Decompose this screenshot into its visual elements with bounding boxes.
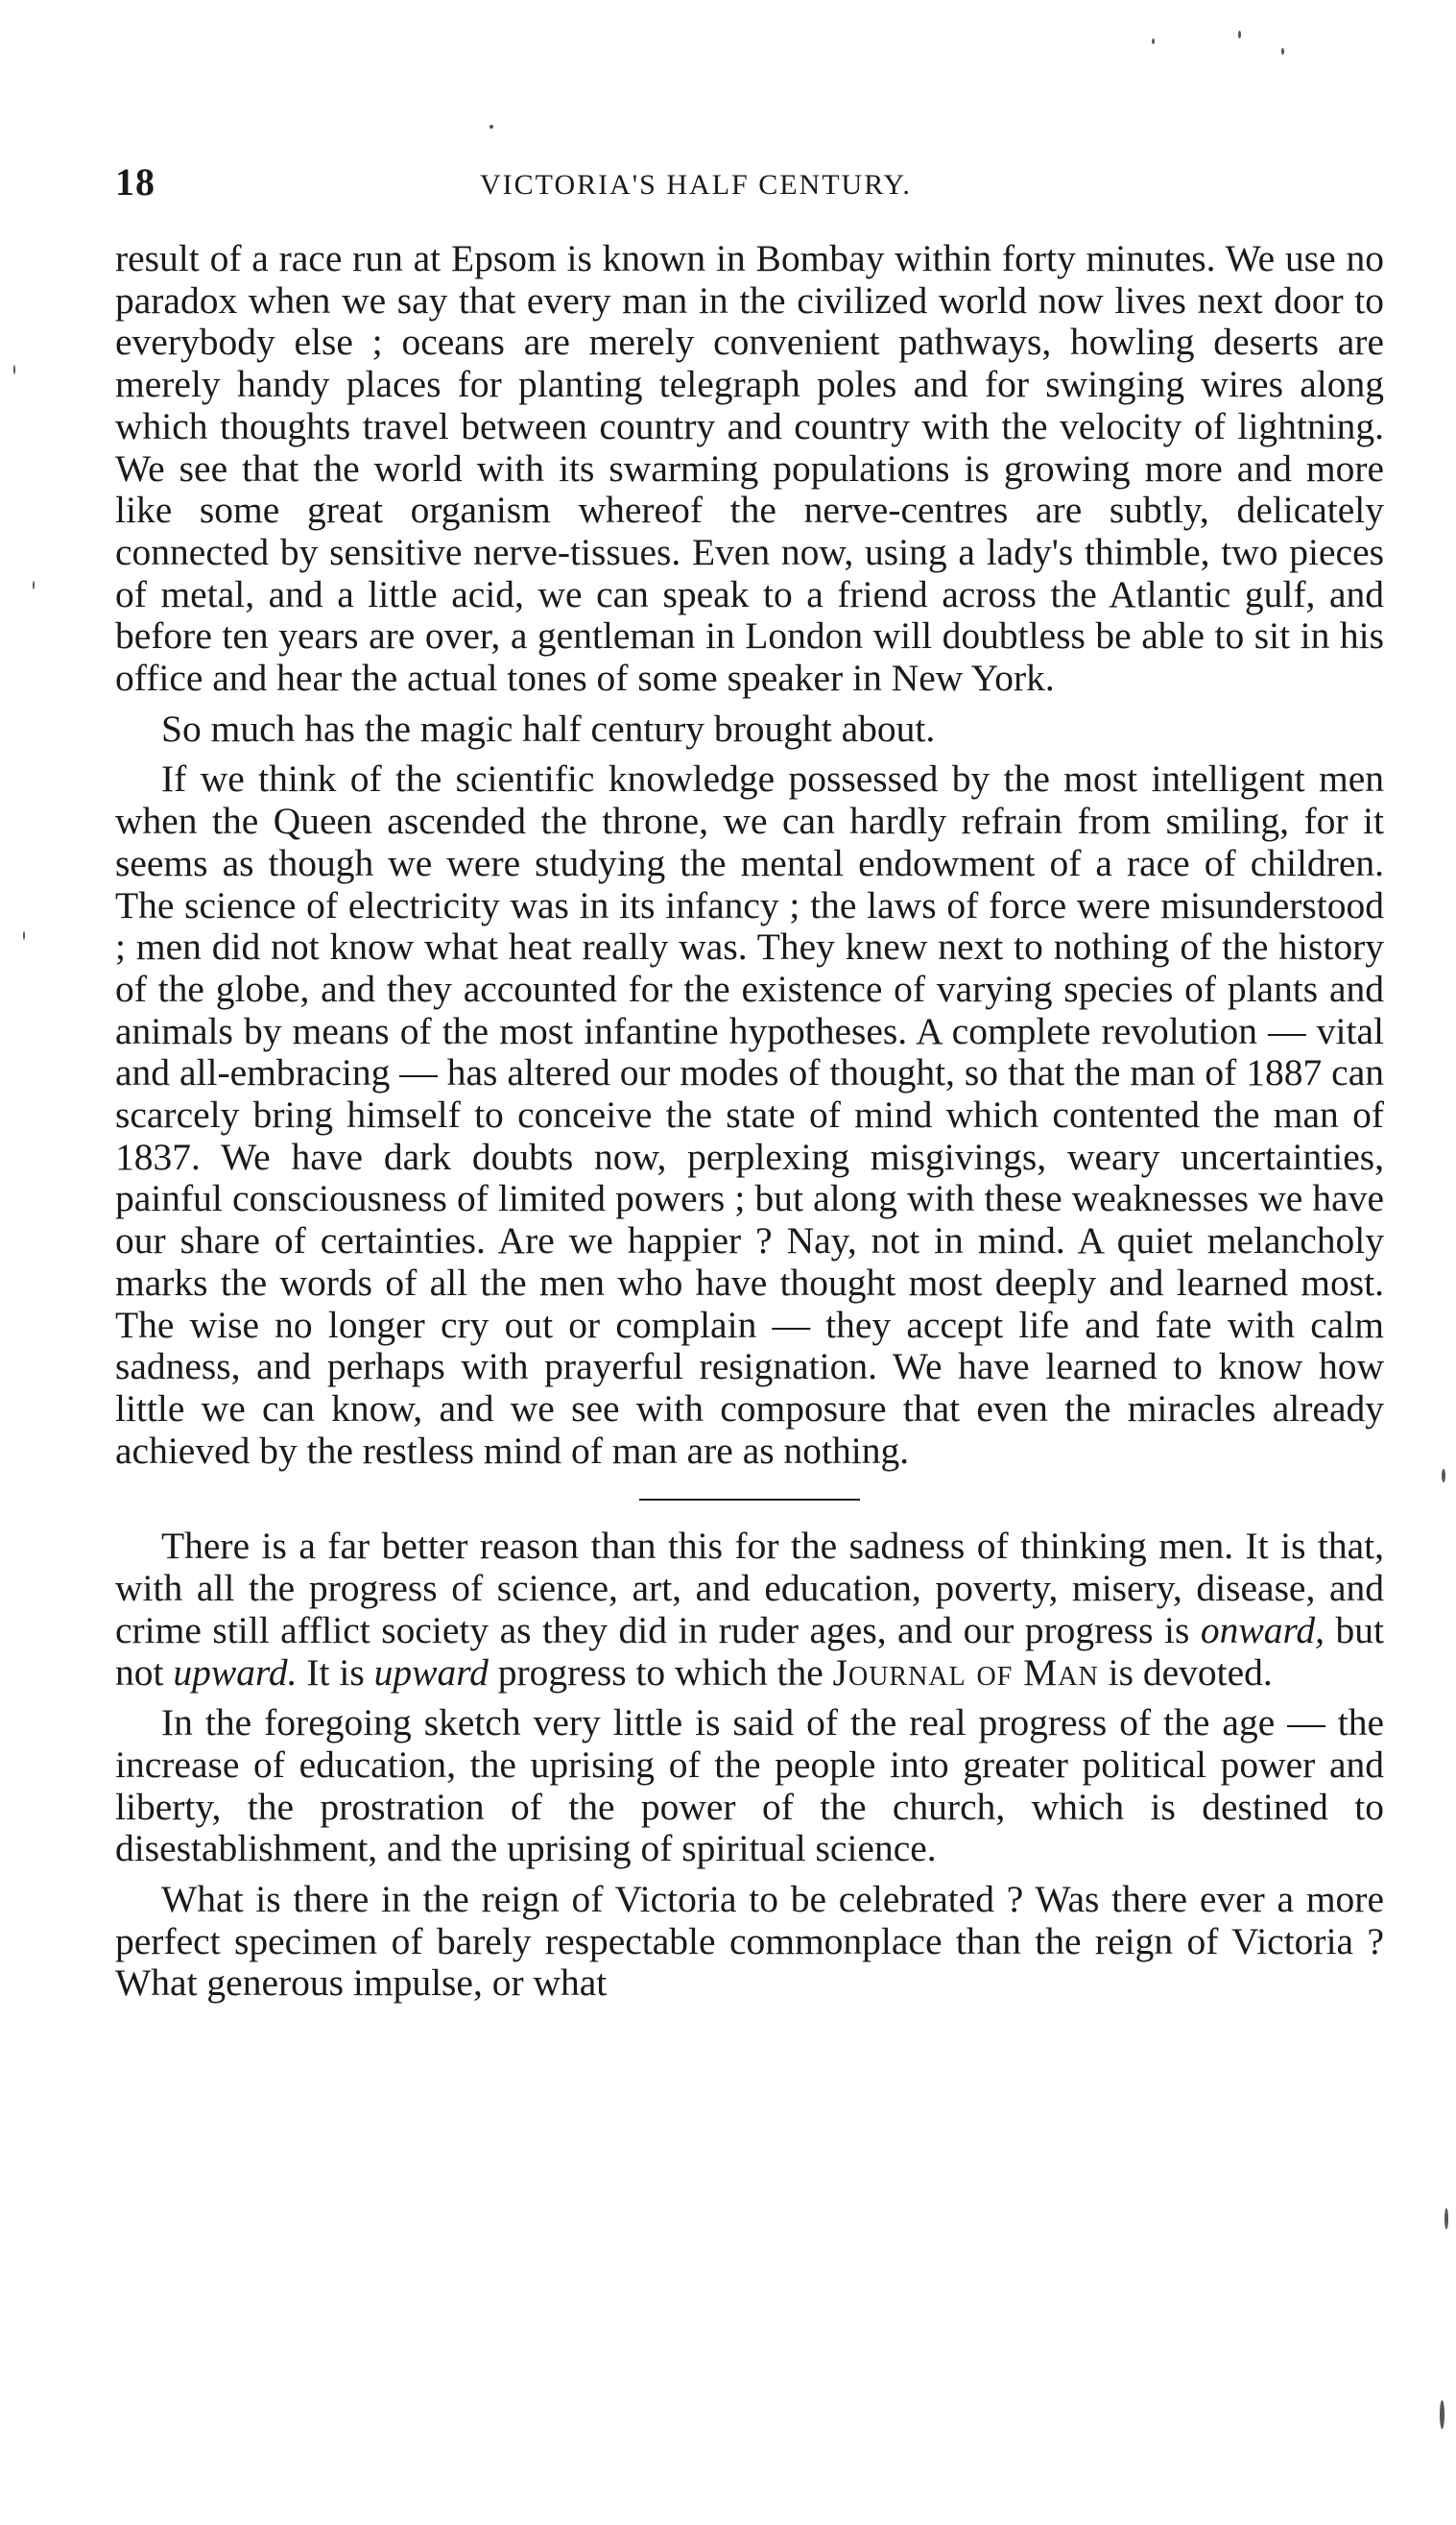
scan-speck: [23, 931, 25, 940]
scan-speck: [1440, 2400, 1444, 2429]
paragraph-6: What is there in the reign of Victoria to be celebrated ? Was there ever a more perfect specimen of barely respectable commonplace than the reign of Victoria ? What generous impulse, or what: [115, 1878, 1384, 2005]
scan-speck: [33, 581, 35, 589]
paragraph-5: In the foregoing sketch very little is said of the real progress of the age — the increase of education, the uprising of the people into greater political power and liberty, the prostration of the power of the church, which is destined to disestablishment, and the uprising of spiritual science.: [115, 1701, 1384, 1870]
paragraph-4-text-c: It is: [297, 1650, 374, 1694]
section-divider: [639, 1499, 860, 1501]
scan-speck: [1281, 48, 1284, 55]
emphasis-upward-2: upward: [373, 1650, 489, 1694]
paragraph-4-text-d: progress to which the: [488, 1650, 833, 1694]
paragraph-4-text-e: is devoted.: [1098, 1650, 1273, 1694]
paragraph-1: result of a race run at Epsom is known in Bombay within forty minutes. We use no paradox when we say that every man in the civilized world now lives next door to everybody else ; oceans are merely convenient pathways, howling deserts are merely handy places for planting telegraph poles and for swinging wires along which thoughts travel between country and country with the velocity of lightning. We see that the world with its swarming populations is growing more and more like some great organism whereof the nerve-centres are subtly, delicately connected by sensitive nerve-tissues. Even now, using a lady's thimble, two pieces of metal, and a little acid, we can speak to a friend across the Atlantic gulf, and before ten years are over, a gentleman in London will doubtless be able to sit in his office and hear the actual tones of some speaker in New York.: [115, 237, 1384, 700]
scan-speck: [1238, 31, 1241, 38]
paragraph-4: [115, 1526, 1384, 1694]
journal-title: Journal of Man: [832, 1650, 1099, 1694]
running-head: [115, 159, 1382, 207]
paragraph-3: If we think of the scientific knowledge possessed by the most intelligent men when the Queen ascended the throne, we can hardly refrain from smiling, for it seems as though we were studying the mental endowment of a race of children. The science of electricity was in its infancy ; the laws of force were misunderstood ; men did not know what heat really was. They knew next to nothing of the history of the globe, and they accounted for the existence of varying species of plants and animals by means of the most infantine hypotheses. A complete revolution — vital and all-embracing — has altered our modes of thought, so that the man of 1887 can scarcely bring himself to conceive the state of mind which contented the man of 1837. We have dark doubts now, perplexing misgivings, weary uncertainties, painful consciousness of limited powers ; but along with these weaknesses we have our share of certainties. Are we happier ? Nay, not in mind. A quiet melancholy marks the words of all the men who have thought most deeply and learned most. The wise no longer cry out or complain — they accept life and fate with calm sadness, and perhaps with prayerful resignation. We have learned to know how little we can know, and we see with composure that even the miracles already achieved by the restless mind of man are as nothing.: [115, 758, 1384, 1472]
paragraph-4-text-a: There is a far better reason than this for the sadness of thinking men. It is that, with all the progress of science, art, and education, poverty, misery, disease, and crime still afflict society as they did in ruder ages, and our progress is: [115, 1525, 1384, 1651]
paragraph-4-text-b: but not: [115, 1608, 1384, 1694]
page-number: 18: [115, 160, 155, 204]
running-title: VICTORIA'S HALF CENTURY.: [480, 169, 912, 201]
paragraph-2: So much has the magic half century brought about.: [161, 707, 936, 750]
scan-speck: [1152, 38, 1155, 44]
body-text: [115, 238, 1384, 2005]
scan-speck: [489, 125, 493, 129]
scan-speck: [1444, 2208, 1448, 2229]
emphasis-upward: upward.: [173, 1650, 298, 1694]
emphasis-onward: onward,: [1200, 1608, 1325, 1651]
scan-speck: [13, 365, 15, 374]
scan-speck: [1442, 1469, 1445, 1482]
